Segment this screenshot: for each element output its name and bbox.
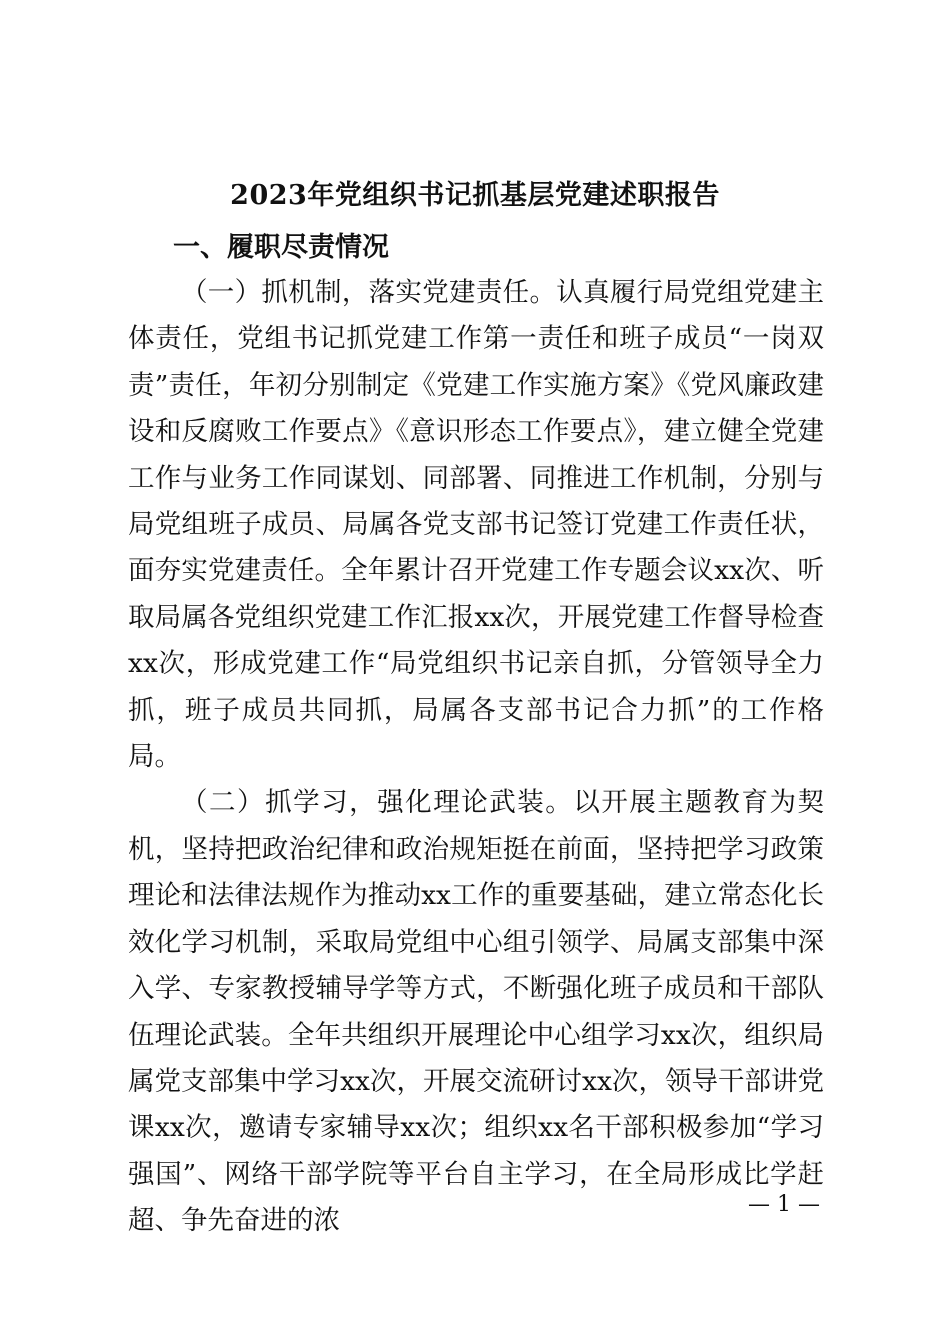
document-body <box>128 270 824 1245</box>
paragraph-mechanism: （一）抓机制，落实党建责任。认真履行局党组党建主体责任，党组书记抓党建工作第一责任和班子成员“一岗双责”责任，年初分别制定《党建工作实施方案》《党风廉政建设和反腐败工作要点》《意识形态工作要点》，建立健全党建工作与业务工作同谋划、同部署、同推进工作机制，分别与局党组班子成员、局属各党支部书记签订党建工作责任状，面夯实党建责任。全年累计召开党建工作专题会议xx次、听取局属各党组织党建工作汇报xx次，开展党建工作督导检查xx次，形成党建工作“局党组织书记亲自抓，分管领导全力抓，班子成员共同抓，局属各支部书记合力抓”的工作格局。 <box>128 277 824 773</box>
document-title: 2023年党组织书记抓基层党建述职报告 <box>230 180 720 211</box>
section-heading: 一、履职尽责情况 <box>173 232 389 263</box>
page-number: — 1 — <box>748 1192 820 1217</box>
paragraph-study: （二）抓学习，强化理论武装。以开展主题教育为契机，坚持把政治纪律和政治规矩挺在前面，坚持把学习政策理论和法律法规作为推动xx工作的重要基础，建立常态化长效化学习机制，采取局党组中心组引领学、局属支部集中深入学、专家教授辅导学等方式，不断强化班子成员和干部队伍理论武装。全年共组织开展理论中心组学习xx次，组织局属党支部集中学习xx次，开展交流研讨xx次，领导干部讲党课xx次，邀请专家辅导xx次；组织xx名干部积极参加“学习强国”、网络干部学院等平台自主学习，在全局形成比学赶超、争先奋进的浓 <box>128 787 824 1237</box>
